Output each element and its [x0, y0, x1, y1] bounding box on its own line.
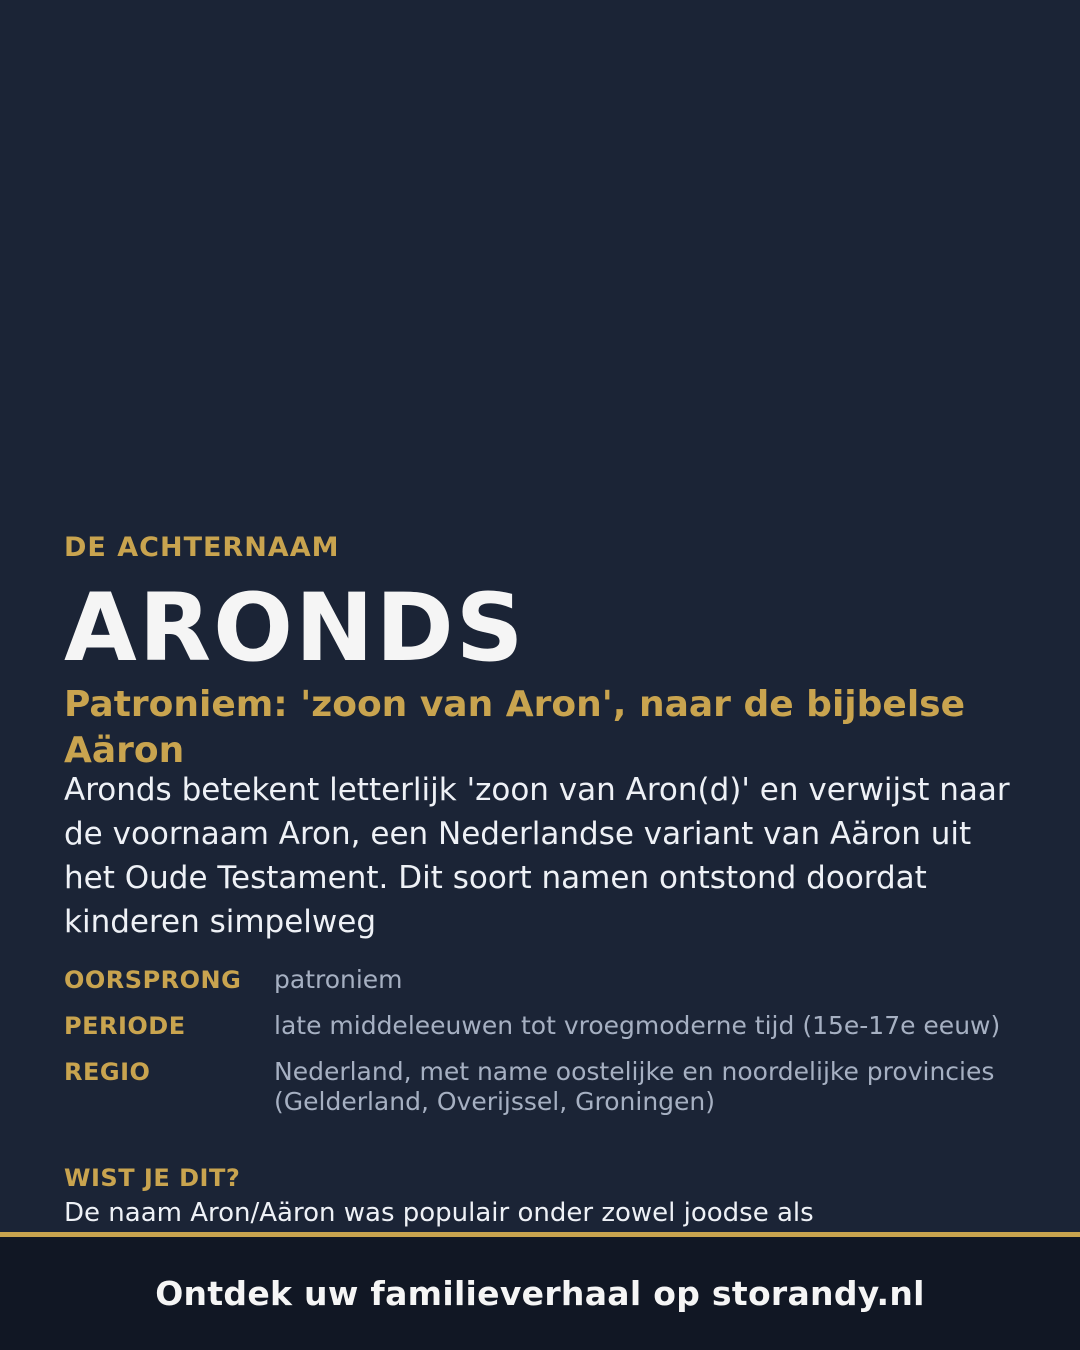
wist-je-dit-label: WIST JE DIT? — [64, 1164, 241, 1192]
fact-value: Nederland, met name oostelijke en noordelijke provincies (Gelderland, Overijssel, Groningen) — [274, 1057, 995, 1116]
footer-banner — [0, 1237, 1080, 1350]
fact-value: patroniem — [274, 965, 403, 994]
surname-card — [64, 0, 1016, 1232]
surname-subtitle: Patroniem: 'zoon van Aron', naar de bijbelse Aäron — [64, 684, 966, 771]
footer-cta-link[interactable]: Ontdek uw familieverhaal op storandy.nl — [155, 1273, 925, 1313]
fact-value: late middeleeuwen tot vroegmoderne tijd (15e-17e eeuw) — [274, 1011, 1001, 1040]
fact-label: REGIO — [64, 1058, 151, 1086]
fact-label: PERIODE — [64, 1012, 186, 1040]
fact-label: OORSPRONG — [64, 966, 242, 994]
fact-row-regio — [64, 1056, 1016, 1117]
fact-row-periode — [64, 1010, 1016, 1042]
surname-title: ARONDS — [64, 574, 526, 683]
eyebrow-label: DE ACHTERNAAM — [64, 532, 340, 563]
surname-description: Aronds betekent letterlijk 'zoon van Aron(d)' en verwijst naar de voornaam Aron, een Nederlandse variant van Aäron uit het Oude Testament. Dit soort namen ontstond doordat kinderen simpelweg — [64, 772, 1010, 940]
facts-list — [64, 964, 1016, 1131]
wist-je-dit-text: De naam Aron/Aäron was populair onder zowel joodse als — [64, 1198, 814, 1228]
fact-row-oorsprong — [64, 964, 1016, 996]
